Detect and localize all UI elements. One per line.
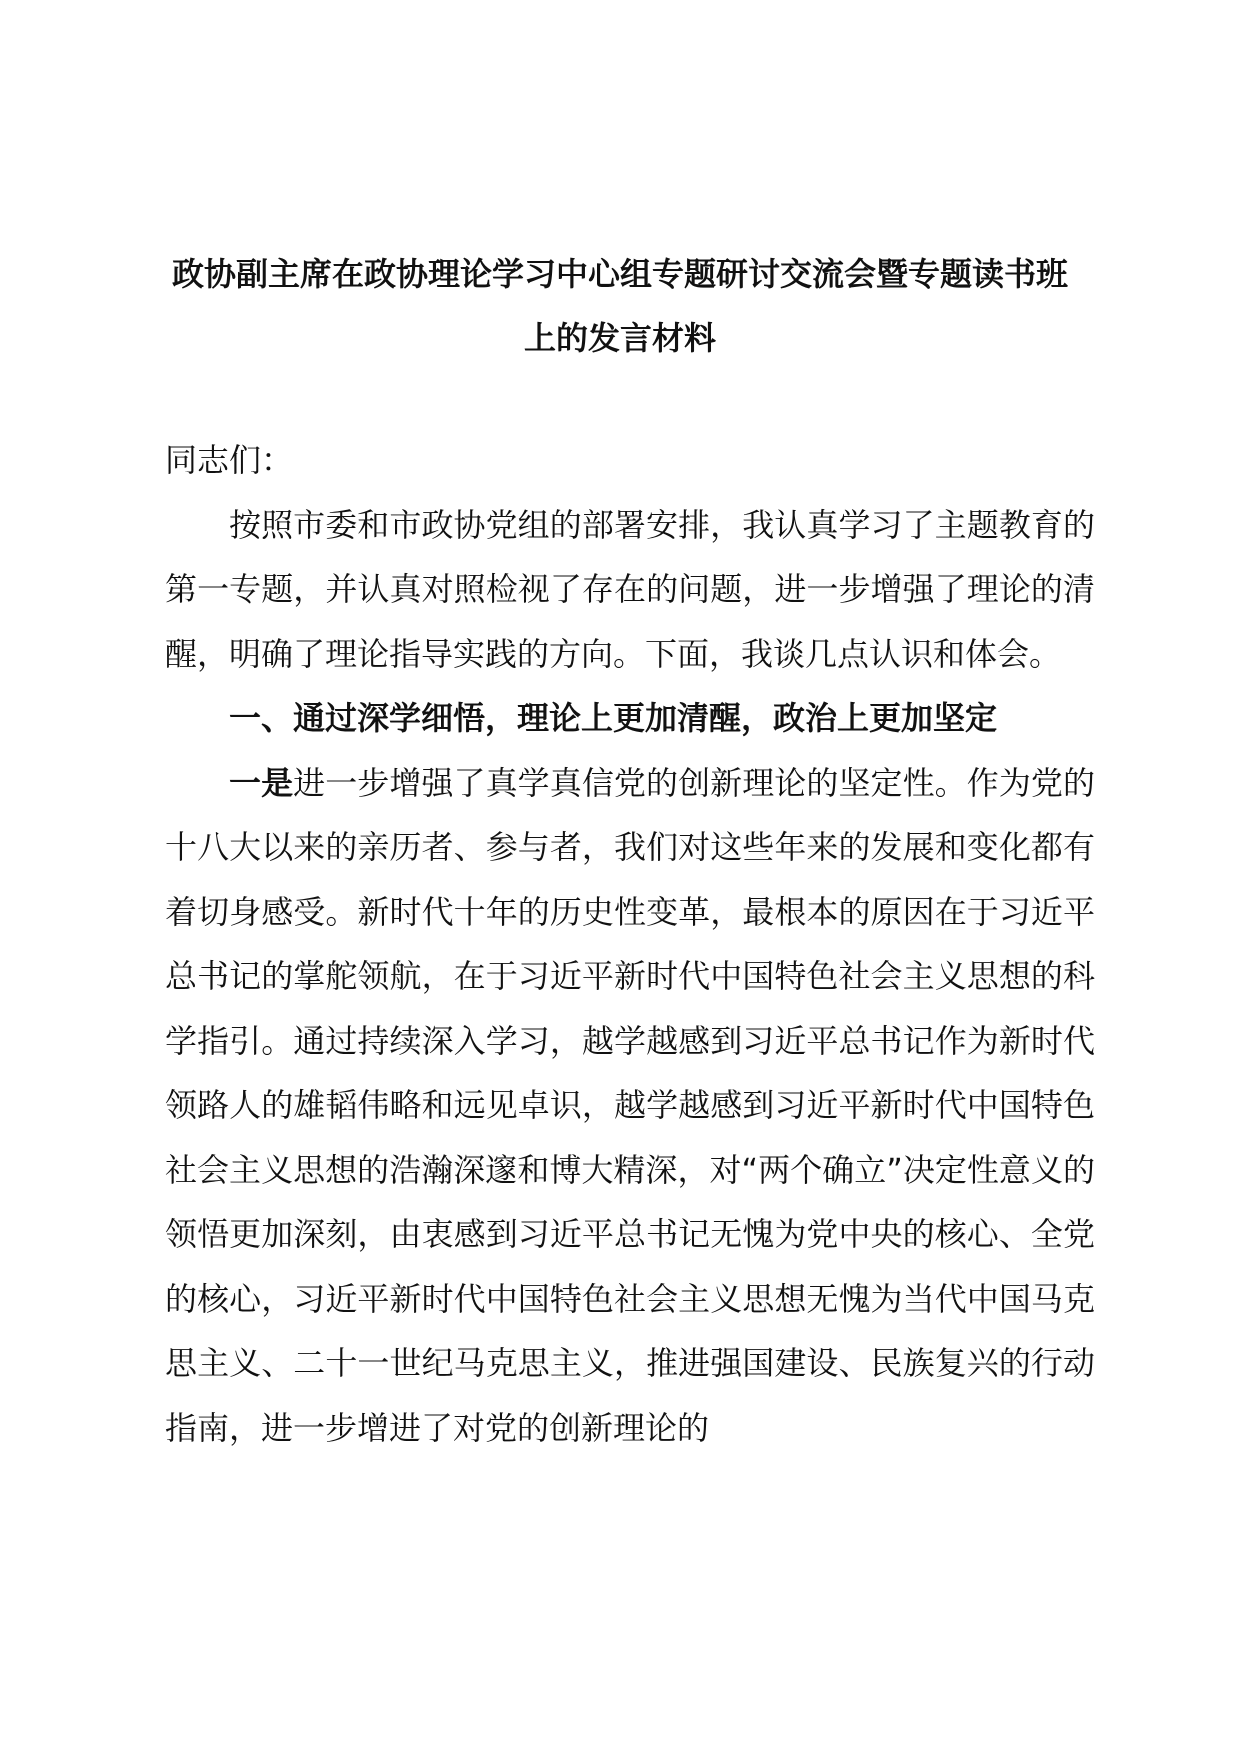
section-heading: 一、通过深学细悟，理论上更加清醒，政治上更加坚定 [229,699,998,737]
title-line-1: 政协副主席在政协理论学习中心组专题研讨交流会暨专题读书班 [171,255,1068,293]
title-line-2: 上的发言材料 [523,319,716,357]
point-lead: 一是 [229,763,294,802]
document-body [165,428,1095,1460]
salutation: 同志们： [165,441,294,479]
intro-paragraph: 按照市委和市政协党组的部署安排，我认真学习了主题教育的第一专题，并认真对照检视了存在的问题，进一步增强了理论的清醒，明确了理论指导实践的方向。下面，我谈几点认识和体会。 [165,505,1095,673]
document-title [140,242,1100,370]
point-text: 进一步增强了真学真信党的创新理论的坚定性。作为党的十八大以来的亲历者、参与者，我们对这些年来的发展和变化都有着切身感受。新时代十年的历史性变革，最根本的原因在于习近平总书记的掌舵领航，在于习近平新时代中国特色社会主义思想的科学指引。通过持续深入学习，越学越感到习近平总书记作为新时代领路人的雄韬伟略和远见卓识，越学越感到习近平新时代中国特色社会主义思想的浩瀚深邃和博大精深，对“两个确立”决定性意义的领悟更加深刻，由衷感到习近平总书记无愧为党中央的核心、全党的核心，习近平新时代中国特色社会主义思想无愧为当代中国马克思主义、二十一世纪马克思主义，推进强国建设、民族复兴的行动指南，进一步增进了对党的创新理论的 [165,763,1095,1447]
point-paragraph [165,751,1095,1461]
